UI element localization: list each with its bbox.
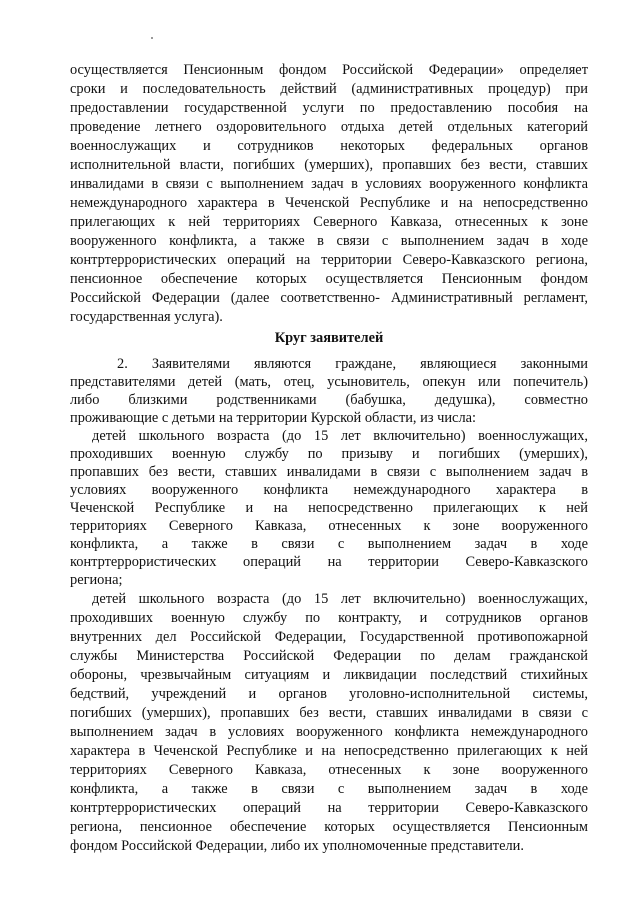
intro-line-8: немеждународного характера в Чеченской Республике и на непосредственно [70,195,588,211]
section2-line-6: проходивших военную службу по призыву и погибших (умерших), [70,446,588,462]
section2-line-14: детей школьного возраста (до 15 лет включительно) военнослужащих, [92,591,588,607]
intro-line-13: Российской Федерации (далее соответственно- Административный регламент, [70,290,588,306]
section2-line-3: либо близкими родственниками (бабушка, дедушка), совместно [70,392,588,408]
intro-line-12: пенсионное обеспечение которых осуществляется Пенсионным фондом [70,271,588,287]
intro-line-10: вооруженного конфликта, а также в связи с выполнением задач в ходе [70,233,588,249]
section2-line-23: территориях Северного Кавказа, отнесенных к зоне вооруженного [70,762,588,778]
section2-line-8: условиях вооруженного конфликта немеждународного характера в [70,482,588,498]
section2-line-13: региона; [70,572,123,588]
section-heading: Круг заявителей [274,330,384,346]
intro-line-9: прилегающих к ней территориях Северного Кавказа, отнесенных к зоне [70,214,588,230]
intro-line-1: осуществляется Пенсионным фондом Российской Федерации» определяет [70,62,588,78]
section2-line-25: контртеррористических операций на территории Северо-Кавказского [70,800,588,816]
section2-line-24: конфликта, а также в связи с выполнением задач в ходе [70,781,588,797]
intro-line-7: инвалидами в связи с выполнением задач в условиях вооруженного конфликта [70,176,588,192]
section2-line-22: характера в Чеченской Республике и на непосредственно прилегающих к ней [70,743,588,759]
section2-line-12: контртеррористических операций на территории Северо-Кавказского [70,554,588,570]
section2-line-10: территориях Северного Кавказа, отнесенных к зоне вооруженного [70,518,588,534]
section2-line-1: 2. Заявителями являются граждане, являющиеся законными [117,356,588,372]
intro-line-11: контртеррористических операций на территории Северо-Кавказского региона, [70,252,588,268]
section2-line-17: службы Министерства Российской Федерации по делам гражданской [70,648,588,664]
section2-line-4: проживающие с детьми на территории Курской области, из числа: [70,410,477,426]
section2-line-15: проходивших военную службу по контракту, и сотрудников органов [70,610,588,626]
section2-line-27: фондом Российской Федерации, либо их уполномоченные представители. [70,838,524,854]
section2-line-18: обороны, чрезвычайным ситуациям и ликвидации последствий стихийных [70,667,588,683]
section2-line-19: бедствий, учреждений и органов уголовно-исполнительной системы, [70,686,588,702]
section2-line-11: конфликта, а также в связи с выполнением задач в ходе [70,536,588,552]
section2-line-9: Чеченской Республике и на непосредственно прилегающих к ней [70,500,588,516]
intro-line-2: сроки и последовательность действий (административных процедур) при [70,81,588,97]
intro-line-5: военнослужащих и сотрудников некоторых федеральных органов [70,138,588,154]
section2-line-26: региона, пенсионное обеспечение которых осуществляется Пенсионным [70,819,588,835]
intro-line-3: предоставлении государственной услуги по предоставлению пособия на [70,100,588,116]
section2-line-16: внутренних дел Российской Федерации, Государственной противопожарной [70,629,588,645]
intro-line-14: государственная услуга). [70,309,223,325]
intro-line-4: проведение летнего оздоровительного отдыха детей отдельных категорий [70,119,588,135]
scan-speck [151,37,153,39]
intro-line-6: исполнительной власти, погибших (умерших), пропавших без вести, ставших [70,157,588,173]
section2-line-5: детей школьного возраста (до 15 лет включительно) военнослужащих, [92,428,588,444]
section2-line-21: выполнением задач в условиях вооруженного конфликта немеждународного [70,724,588,740]
section2-line-7: пропавших без вести, ставших инвалидами в связи с выполнением задач в [70,464,588,480]
section2-line-20: погибших (умерших), пропавших без вести, ставших инвалидами в связи с [70,705,588,721]
section2-line-2: представителями детей (мать, отец, усыновитель, опекун или попечитель) [70,374,588,390]
